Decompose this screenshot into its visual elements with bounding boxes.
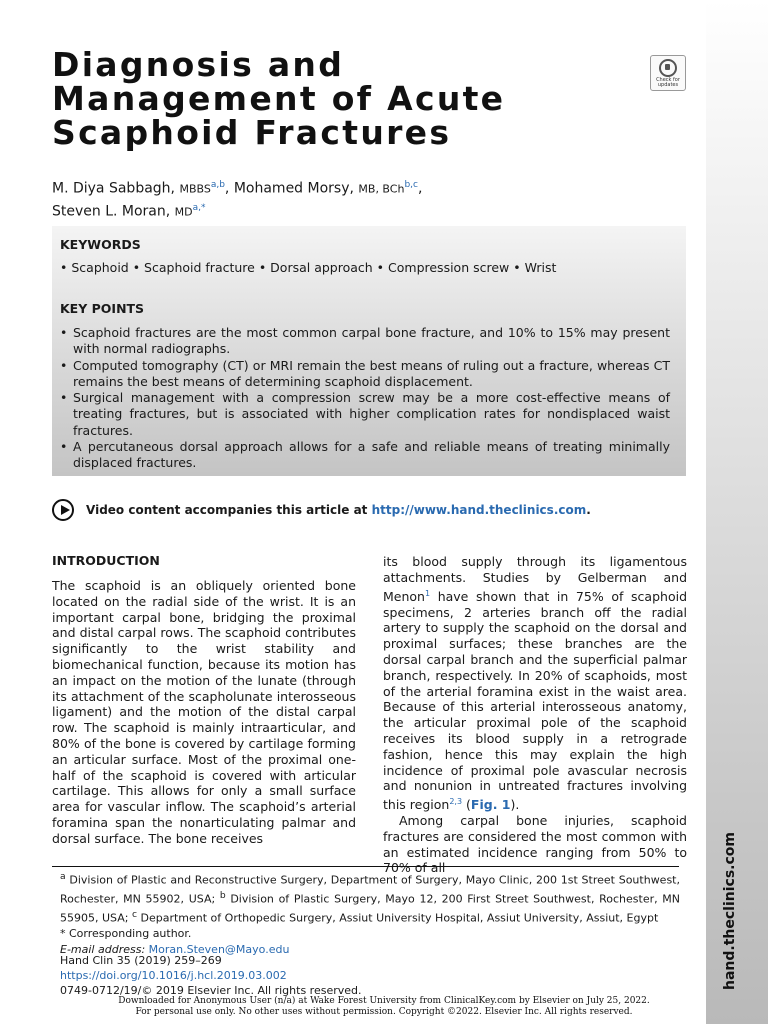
- author-name: Steven L. Moran,: [52, 203, 171, 220]
- keywords-list: • Scaphoid • Scaphoid fracture • Dorsal approach • Compression screw • Wrist: [60, 260, 557, 275]
- key-point-item: • A percutaneous dorsal approach allows for a safe and reliable means of treating minimally displaced fractures.: [60, 439, 670, 472]
- citation-block: [60, 953, 362, 998]
- check-for-updates-button[interactable]: [650, 55, 686, 91]
- key-point-item: • Surgical management with a compression screw may be a more cost-effective means of treating fractures, but is associated with higher complication rates for nondisplaced waist fractures.: [60, 390, 670, 439]
- key-point-item: • Scaphoid fractures are the most common carpal bone fracture, and 10% to 15% may present with normal radiographs.: [60, 325, 670, 358]
- author-list: M. Diya Sabbagh, MBBS$^{a,b}$, Mohamed Morsy, MB, BCh$^{b,c}$, Steven L. Moran, $MD^{a,*}$: [52, 180, 423, 220]
- author-affiliation[interactable]: b,c: [404, 180, 418, 190]
- footnotes: [60, 869, 680, 957]
- author-degree: MB, BCh: [358, 182, 405, 196]
- download-notice: Downloaded for Anonymous User (n/a) at Wake Forest University from ClinicalKey.com by Elsevier on July 25, 2022. For personal use only. No other uses without permission. Copyright ©2022. Elsevier Inc. All rights reserved.: [118, 996, 650, 1017]
- keywords-heading: KEYWORDS: [60, 237, 141, 252]
- footnote-divider: [52, 866, 679, 867]
- copyright-line: 0749-0712/19/© 2019 Elsevier Inc. All rights reserved.: [60, 984, 362, 997]
- author-affiliation[interactable]: a,*: [192, 202, 206, 213]
- author-name: M. Diya Sabbagh,: [52, 180, 175, 197]
- article-title: Diagnosis and Management of Acute Scaphoid Fractures: [52, 45, 506, 152]
- author-degree: MD: [174, 205, 193, 219]
- author-degree: MBBS: [179, 182, 211, 196]
- video-notice: Video content accompanies this article at http://www.hand.theclinics.com.: [86, 503, 591, 517]
- author-affiliation[interactable]: a,b: [210, 180, 225, 190]
- introduction-heading: INTRODUCTION: [52, 553, 160, 568]
- check-for-updates-label: Check for updates: [656, 77, 680, 88]
- video-link[interactable]: http://www.hand.theclinics.com: [371, 503, 587, 517]
- author-name: Mohamed Morsy,: [233, 180, 354, 197]
- reference-link[interactable]: 1: [424, 588, 431, 598]
- key-points-heading: KEY POINTS: [60, 301, 145, 316]
- key-points-list: [60, 325, 670, 472]
- play-icon[interactable]: [52, 499, 74, 521]
- email-link[interactable]: Moran.Steven@Mayo.edu: [148, 942, 290, 956]
- figure-link[interactable]: Fig. 1: [470, 797, 511, 813]
- reference-link[interactable]: 2,3: [449, 797, 463, 807]
- body-paragraph: The scaphoid is an obliquely oriented bone located on the radial side of the wrist. It is an important carpal bone, bridging the proximal and distal carpal rows. The scaphoid contributes significantly to the wrist stability and biomechanical function, because its motion has an impact on the motion of the lunate (through its attachment of the scapholunate interosseous ligament) and the motion of the distal carpal row. The scaphoid is mainly intraarticular, and 80% of the bone is covered by cartilage forming an articular surface. Most of the proximal one-half of the scaphoid is covered with articular cartilage. This allows for only a small surface area for vascular inflow. The scaphoid’s arterial foramina span the nonarticulating palmar and dorsal surface. The bone receives: [52, 578, 356, 846]
- check-for-updates-icon: [659, 59, 677, 77]
- body-column-right: [383, 554, 687, 876]
- journal-citation: Hand Clin 35 (2019) 259–269: [60, 954, 222, 967]
- email-line: E-mail address: Moran.Steven@Mayo.edu: [60, 942, 290, 956]
- body-paragraph: Among carpal bone injuries, scaphoid fractures are considered the most common with an estimated incidence ranging from 50% to 70% of all: [383, 813, 687, 876]
- doi-link[interactable]: https://doi.org/10.1016/j.hcl.2019.03.002: [60, 969, 287, 982]
- affiliations: $^a$ Division of Plastic and Reconstructive Surgery, Department of Surgery, Mayo Clinic, 200 1st Street Southwest, Rochester, MN 55902, USA; $^b$ Division of Plastic Surgery, Mayo 12, 200 First Street Southwest, Rochester, MN 55905, USA; $^c$ Department of Orthopedic Surgery, Assiut University Hospital, Assiut University, Assiut, Egypt: [60, 871, 680, 925]
- body-paragraph: its blood supply through its ligamentous attachments. Studies by Gelberman and Menon$^1$ have shown that in 75% of scaphoid specimens, 2 arteries branch off the radial artery to supply the scaphoid on the dorsal and proximal surfaces; these branches are the dorsal carpal branch and the superficial palmar branch, respectively. In 20% of scaphoids, most of the arterial foramina exist in the waist area. Because of this arterial interosseous anatomy, the articular proximal pole of the scaphoid receives its blood supply in a retrograde fashion, hence this may explain the high incidence of proximal pole avascular necrosis and nonunion in untreated fractures involving this region$^{2,3}$ (Fig. 1).: [383, 554, 687, 813]
- key-point-item: • Computed tomography (CT) or MRI remain the best means of ruling out a fracture, whereas CT remains the best means of determining scaphoid displacement.: [60, 358, 670, 391]
- body-column-left: [52, 578, 356, 847]
- keywords-keypoints-box: [52, 226, 686, 476]
- corresponding-author: * Corresponding author.: [60, 927, 192, 941]
- sidebar-site-url: hand.theclinics.com: [722, 832, 738, 990]
